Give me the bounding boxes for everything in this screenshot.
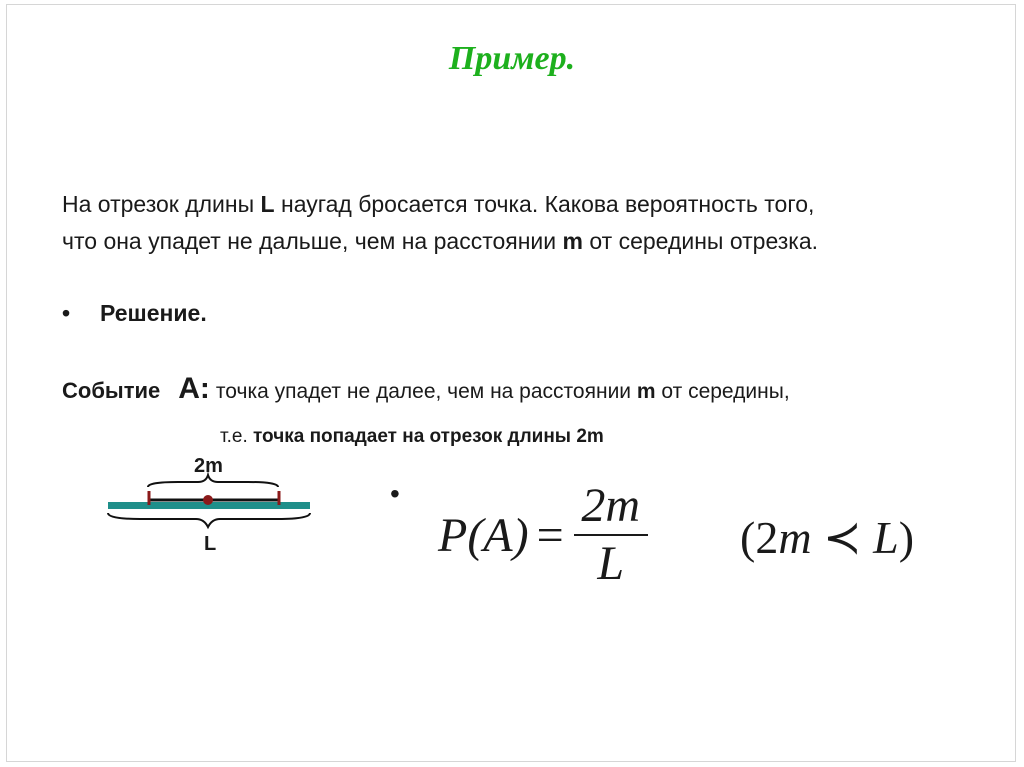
label-L: L <box>204 533 217 555</box>
problem-statement <box>62 186 822 260</box>
formula-bullet: • <box>390 478 400 509</box>
problem-text-3: от середины отрезка. <box>582 228 819 254</box>
event-letter: A: <box>178 372 210 405</box>
event-text-2: от середины, <box>655 380 790 403</box>
formula-equals: = <box>536 508 564 562</box>
problem-m: m <box>562 228 583 254</box>
formula-fraction <box>574 478 648 592</box>
label-2m: 2m <box>194 455 223 477</box>
cond-m: m <box>778 512 812 563</box>
top-brace <box>148 475 278 487</box>
event-text <box>216 380 790 403</box>
solution-label: Решение. <box>100 300 207 326</box>
bottom-brace <box>108 513 310 527</box>
event-clarification <box>220 426 604 448</box>
solution-bullet <box>62 295 207 331</box>
event-m: m <box>636 380 656 403</box>
bullet-dot: • <box>62 300 71 326</box>
fraction-numerator: 2m <box>581 479 641 532</box>
event-text-1: точка упадет не далее, чем на расстоянии <box>215 380 637 403</box>
cond-L: L <box>873 512 899 563</box>
formula-condition <box>740 510 914 564</box>
segment-diagram <box>100 455 330 565</box>
event-label: Событие <box>62 378 161 403</box>
clarification-prefix: т.е. <box>220 426 253 447</box>
cond-prec: ≺ <box>811 512 874 563</box>
problem-text-1: На отрезок длины <box>62 191 261 217</box>
center-dot <box>203 495 213 505</box>
problem-text-2: наугад бросается точка. Какова вероятность того, что она упадет не дальше, чем на расстоянии <box>62 191 815 254</box>
fraction-denominator: L <box>597 537 625 590</box>
probability-formula <box>438 478 648 592</box>
cond-open: (2 <box>740 512 779 563</box>
slide-title: Пример. <box>448 40 576 77</box>
formula-lhs: P(A) <box>438 508 529 562</box>
clarification-bold: точка попадает на отрезок длины 2m <box>253 426 604 447</box>
event-definition <box>62 372 790 406</box>
cond-close: ) <box>898 512 915 563</box>
problem-L: L <box>260 191 275 217</box>
